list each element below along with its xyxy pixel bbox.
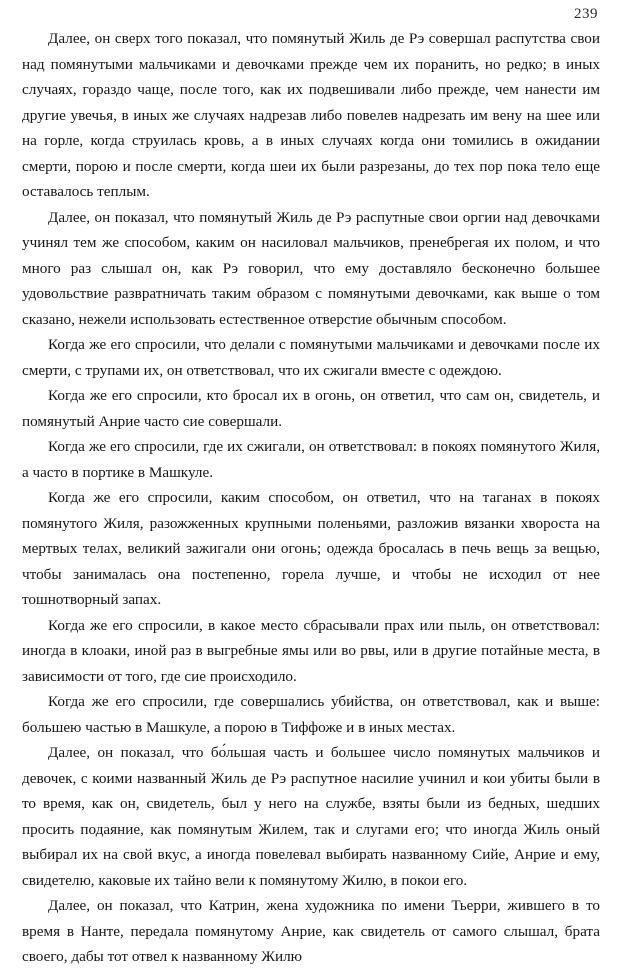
paragraph: Когда же его спросили, в какое место сбрасывали прах или пыль, он ответствовал: иногда в клоаки, иной раз в выгребные ямы или во рвы, или в другие потайные места, в зависимости от того, где сие происходило.: [22, 616, 600, 685]
paragraph: Далее, он показал, что Катрин, жена художника по имени Тьерри, жившего в то время в Нанте, передала помянутому Анрие, как свидетель от самого слышал, брата своего, дабы тот отвел к названному Жилю: [22, 897, 600, 965]
paragraph: Когда же его спросили, где совершались убийства, он ответствовал, как и выше: большею частью в Машкуле, а порою в Тиффоже и в иных местах.: [22, 693, 600, 736]
paragraph: Когда же его спросили, где их сжигали, он ответствовал: в покоях помянутого Жиля, а часто в портике в Машкуле.: [22, 438, 600, 481]
paragraph: Когда же его спросили, кто бросал их в огонь, он ответил, что сам он, свидетель, и помянутый Анрие часто сие совершали.: [22, 387, 600, 430]
paragraph: Далее, он показал, что бо́льшая часть и большее число помянутых мальчиков и девочек, с коими названный Жиль де Рэ распутное насилие учинил и кои убиты были в то время, как он, свидетель, был у него на службе, взяты были из бедных, шедших просить подаяние, как помянутым Жилем, так и слугами его; что иногда Жиль оный выбирал их на свой вкус, а иногда повелевал выбирать названному Сийе, Анрие и ему, свидетелю, каковые их тайно вели к помянутому Жилю, в покои его.: [22, 744, 600, 889]
page-number: 239: [574, 6, 598, 22]
paragraph: Когда же его спросили, что делали с помянутыми мальчиками и девочками после их смерти, с трупами их, он ответствовал, что их сжигали вместе с одеждою.: [22, 336, 600, 379]
paragraph: Далее, он показал, что помянутый Жиль де Рэ распутные свои оргии над девочками учинял тем же способом, каким он насиловал мальчиков, пренебрегая их полом, и что много раз слышал он, как Рэ говорил, что ему доставляло бесконечно большее удовольствие развратничать таким образом с помянутыми девочками, как выше о том сказано, нежели использовать естественное отверстие обычным способом.: [22, 208, 600, 328]
paragraph: Когда же его спросили, каким способом, он ответил, что на таганах в покоях помянутого Жиля, разожженных крупными поленьями, разложив вязанки хвороста на мертвых телах, великий зажигали они огонь; одежда бросалась в печь вещь за вещью, чтобы занималась она постепенно, горела лучше, и чтобы не исходил от нее тошнотворный запах.: [22, 489, 600, 608]
paragraph: Далее, он сверх того показал, что помянутый Жиль де Рэ совершал распутства свои над помянутыми мальчиками и девочками прежде чем их поранить, но редко; в иных случаях, гораздо чаще, после того, как их подвешивали либо прежде, чем нанести им другие увечья, в иных же случаях надрезав либо повелев надрезать им вену на шее или на горле, когда струилась кровь, а в иных случаях когда они томились в ожидании смерти, порою и после смерти, когда шеи их были разрезаны, до тех пор пока тело еще оставалось теплым.: [22, 30, 600, 200]
page-body-text: [22, 26, 600, 970]
